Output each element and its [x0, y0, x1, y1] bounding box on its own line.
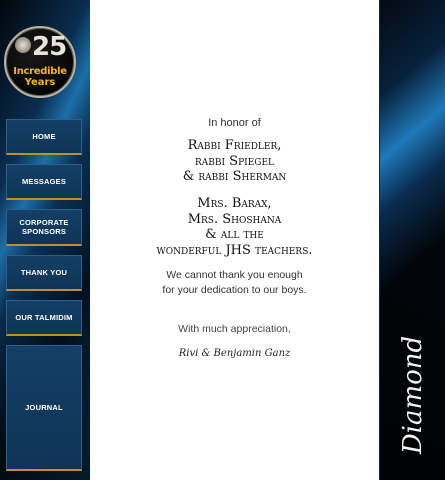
anniversary-logo[interactable] [4, 26, 76, 98]
honoree-line: Mrs. Shoshana [187, 211, 282, 227]
nav-corporate-sponsors-button[interactable]: CORPORATE SPONSORS [6, 209, 82, 246]
honoree-line: wonderful JHS teachers. [156, 242, 313, 258]
tier-label [380, 320, 445, 470]
honoree-line: rabbi Spiegel [194, 153, 274, 169]
logo-number: 25 [32, 32, 67, 62]
honor-intro: In honor of [208, 117, 261, 129]
honoree-line: & rabbi Sherman [182, 169, 287, 184]
tribute-message [90, 0, 379, 480]
sidebar [0, 0, 90, 480]
tier-text: Diamond [398, 335, 428, 455]
nav-our-talmidim-button[interactable]: OUR TALMIDIM [6, 300, 82, 336]
nav-messages-button[interactable]: MESSAGES [6, 164, 82, 200]
nav-thank-you-button[interactable]: THANK YOU [6, 255, 82, 291]
logo-line-2: Years [24, 77, 56, 88]
thanks-line: for your dedication to our boys. [162, 284, 307, 296]
thanks-text [90, 268, 379, 298]
thanks-line: We cannot thank you enough [166, 269, 303, 281]
nav-journal-button[interactable]: JOURNAL [6, 345, 82, 471]
nav-home-button[interactable]: HOME [6, 119, 82, 155]
honoree-line: Rabbi Friedler, [187, 138, 282, 153]
signature: Rivi & Benjamin Ganz [178, 348, 291, 359]
honorees-teachers [90, 196, 379, 258]
closing-text: With much appreciation, [178, 323, 291, 335]
honoree-line: Mrs. Barax, [197, 196, 272, 211]
seal-icon [15, 37, 31, 53]
logo-line-1: Incredible [13, 66, 67, 77]
sponsor-tier-panel [379, 0, 445, 480]
honorees-rabbis [90, 138, 379, 185]
honoree-line: & all the [205, 227, 264, 242]
